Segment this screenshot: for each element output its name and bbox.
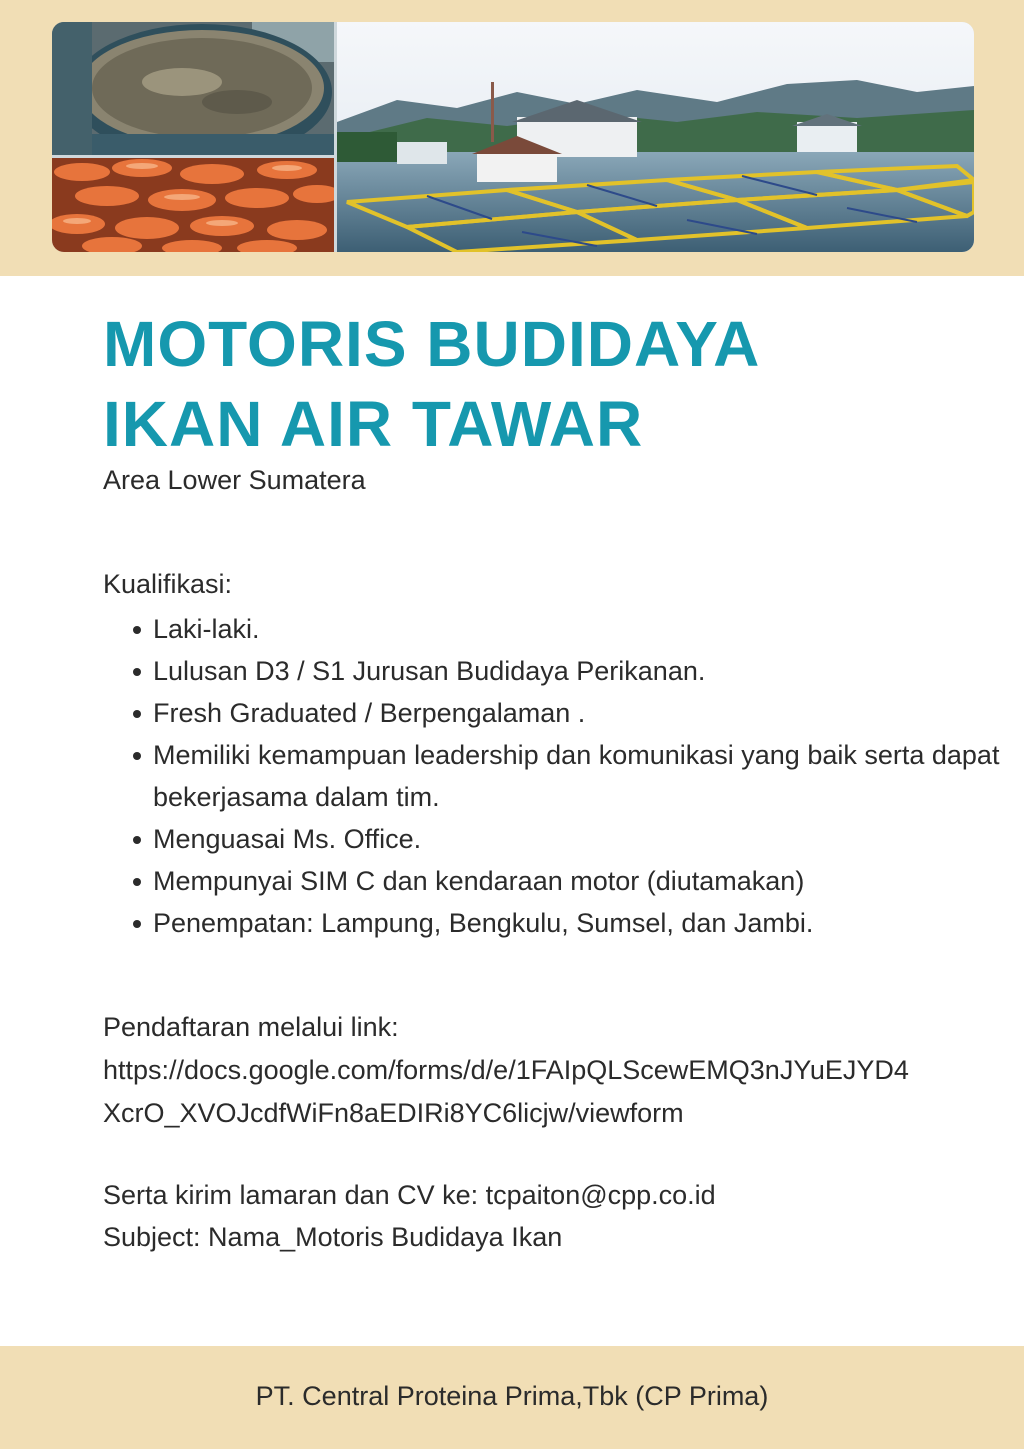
qualifications-list — [103, 608, 1003, 944]
red-tilapia-photo — [52, 158, 334, 252]
qualification-item: Memiliki kemampuan leadership dan komunikasi yang baik serta dapat bekerjasama dalam tim. — [153, 734, 1003, 818]
title-line-2: IKAN AIR TAWAR — [103, 388, 644, 460]
qualification-item: Penempatan: Lampung, Bengkulu, Sumsel, dan Jambi. — [153, 902, 1003, 944]
company-name: PT. Central Proteina Prima,Tbk (CP Prima) — [255, 1381, 769, 1411]
title-line-1: MOTORIS BUDIDAYA — [103, 308, 761, 380]
qualification-item: Fresh Graduated / Berpengalaman . — [153, 692, 1003, 734]
contact-email-line: Serta kirim lamaran dan CV ke: tcpaiton@cpp.co.id — [103, 1180, 716, 1210]
area-subtitle: Area Lower Sumatera — [103, 465, 366, 495]
header-band — [0, 0, 1024, 276]
photo-collage — [52, 22, 974, 252]
qualification-item: Laki-laki. — [153, 608, 1003, 650]
floating-cage-farm-photo — [337, 22, 974, 252]
contact-subject-line: Subject: Nama_Motoris Budidaya Ikan — [103, 1222, 563, 1252]
fish-tank-photo — [52, 22, 334, 155]
registration-label: Pendaftaran melalui link: — [103, 1012, 399, 1042]
qualification-item: Lulusan D3 / S1 Jurusan Budidaya Perikanan. — [153, 650, 1003, 692]
contact-section — [103, 1174, 963, 1258]
registration-link[interactable]: https://docs.google.com/forms/d/e/1FAIpQLScewEMQ3nJYuEJYD4XcrO_XVOJcdfWiFn8aEDIRi8YC6licjw/viewform — [103, 1055, 909, 1128]
page-title — [103, 304, 963, 464]
qualifications-label: Kualifikasi: — [103, 569, 233, 599]
registration-section — [103, 1006, 963, 1135]
qualification-item: Menguasai Ms. Office. — [153, 818, 1003, 860]
qualification-item: Mempunyai SIM C dan kendaraan motor (diutamakan) — [153, 860, 1003, 902]
